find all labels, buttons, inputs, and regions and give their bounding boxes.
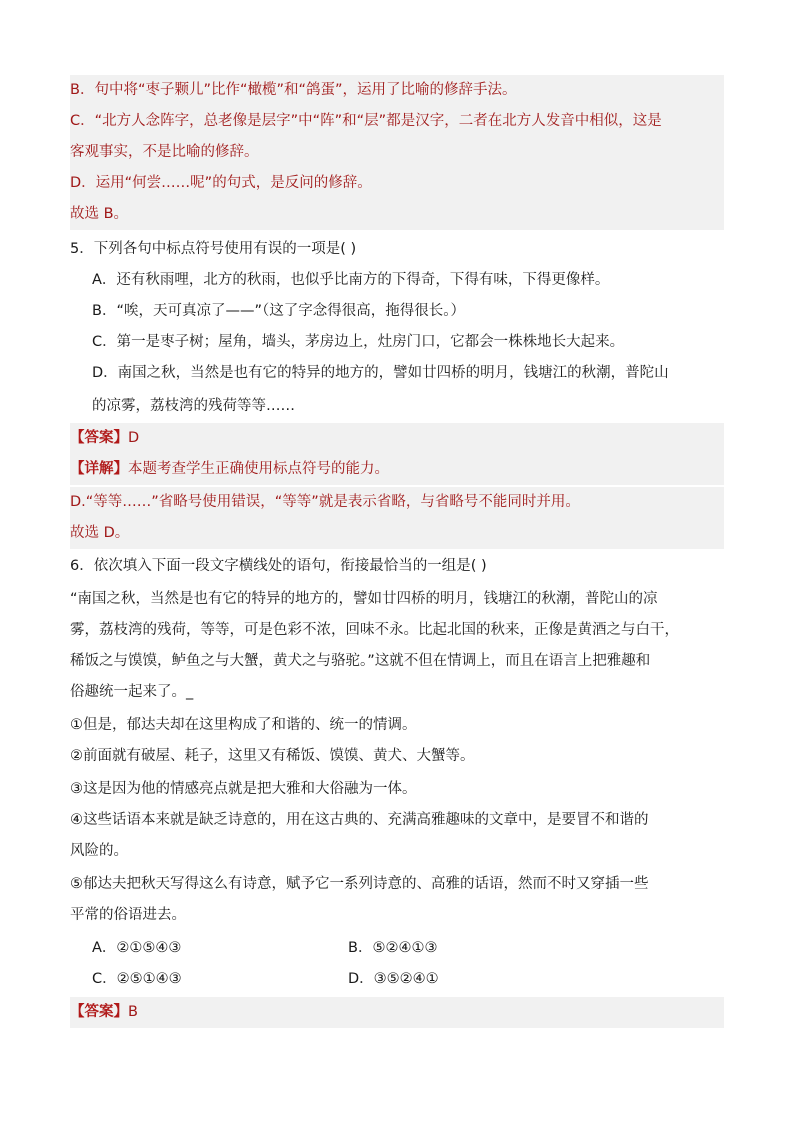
q5-option-a: A．还有秋雨哩，北方的秋雨，也似乎比南方的下得奇，下得有味，下得更像样。 <box>92 272 610 288</box>
q6-option-b: B．⑤②④①③ <box>348 940 438 956</box>
q6-option-d: D．③⑤②④① <box>348 971 439 987</box>
q5-detail <box>70 454 724 485</box>
answer-value: D <box>128 430 140 446</box>
detail-tag: 【详解】 <box>70 461 128 477</box>
q6-passage-line4: 俗趣统一起来了。_ <box>70 684 194 700</box>
q6-sentence-5-line2: 平常的俗语进去。 <box>70 907 186 923</box>
detail-text: 本题考查学生正确使用标点符号的能力。 <box>128 461 389 477</box>
explanation-option-c-line1: C．“北方人念阵字，总老像是层字”中“阵”和“层”都是汉字，二者在北方人发音中相似，这是 <box>70 106 724 137</box>
q6-stem: 6．依次填入下面一段文字横线处的语句，衔接最恰当的一组是( ) <box>70 558 487 574</box>
explanation-option-d: D．运用“何尝……呢”的句式，是反问的修辞。 <box>70 168 724 199</box>
answer-tag: 【答案】 <box>70 430 128 446</box>
q6-sentence-3: ③这是因为他的情感亮点就是把大雅和大俗融为一体。 <box>70 781 417 797</box>
answer-tag: 【答案】 <box>70 1004 128 1020</box>
q6-option-c: C．②⑤①④③ <box>92 971 182 987</box>
explanation-conclusion: 故选 B。 <box>70 199 724 230</box>
q6-sentence-1: ①但是，郁达夫却在这里构成了和谐的、统一的情调。 <box>70 717 417 733</box>
q6-sentence-2: ②前面就有破屋、耗子，这里又有稀饭、馍馍、黄犬、大蟹等。 <box>70 748 475 764</box>
q5-option-d-line2: 的凉雾，荔枝湾的残荷等等…… <box>92 398 295 414</box>
q6-sentence-4-line2: 风险的。 <box>70 843 128 859</box>
q5-detail-line2: D.“等等……”省略号使用错误，“等等”就是表示省略，与省略号不能同时并用。 <box>70 487 724 518</box>
q5-conclusion: 故选 D。 <box>70 518 724 549</box>
q5-option-d-line1: D．南国之秋，当然是也有它的特异的地方的，譬如廿四桥的明月，钱塘江的秋潮，普陀山 <box>92 365 669 381</box>
q6-passage-line1: “南国之秋，当然是也有它的特异的地方的，譬如廿四桥的明月，钱塘江的秋潮，普陀山的凉 <box>70 591 658 607</box>
q6-sentence-4-line1: ④这些话语本来就是缺乏诗意的，用在这古典的、充满高雅趣味的文章中，是要冒不和谐的 <box>70 812 649 828</box>
q6-sentence-5-line1: ⑤郁达夫把秋天写得这么有诗意，赋予它一系列诗意的、高雅的话语，然而不时又穿插一些 <box>70 876 649 892</box>
q6-passage-line2: 雾，荔枝湾的残荷，等等，可是色彩不浓，回味不永。比起北国的秋来，正像是黄酒之与白干， <box>70 622 679 638</box>
q5-option-b: B．“唉，天可真凉了——”（这了字念得很高，拖得很长。） <box>92 303 465 319</box>
q5-stem: 5．下列各句中标点符号使用有误的一项是( ) <box>70 241 357 257</box>
answer-value: B <box>128 1004 138 1020</box>
q6-passage-line3: 稀饭之与馍馍，鲈鱼之与大蟹，黄犬之与骆驼。”这就不但在情调上，而且在语言上把雅趣和 <box>70 653 651 669</box>
explanation-option-c-line2: 客观事实，不是比喻的修辞。 <box>70 137 724 168</box>
q5-answer <box>70 423 724 454</box>
q6-answer <box>70 997 724 1028</box>
q6-option-a: A．②①⑤④③ <box>92 940 182 956</box>
explanation-option-b: B．句中将“枣子颗儿”比作“橄榄”和“鸽蛋”，运用了比喻的修辞手法。 <box>70 75 724 106</box>
q5-option-c: C．第一是枣子树；屋角，墙头，茅房边上，灶房门口，它都会一株株地长大起来。 <box>92 334 625 350</box>
